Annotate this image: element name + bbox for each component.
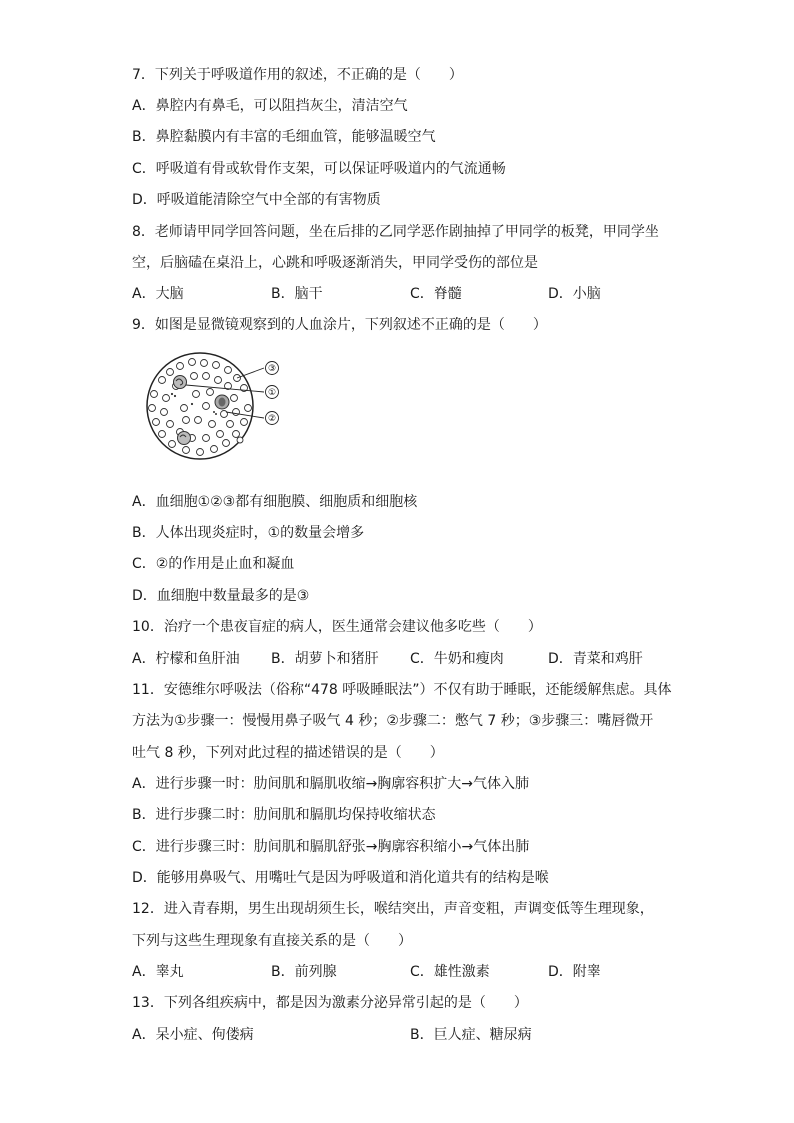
q7-stem: 7．下列关于呼吸道作用的叙述，不正确的是（ ） xyxy=(132,67,463,83)
q9-option-d: D．血细胞中数量最多的是③ xyxy=(132,588,310,604)
q10-option-c: C．牛奶和瘦肉 xyxy=(410,651,504,667)
q7-option-a: A．鼻腔内有鼻毛，可以阻挡灰尘，清洁空气 xyxy=(132,98,408,114)
q8-option-c: C．脊髓 xyxy=(410,286,462,302)
q13-stem: 13．下列各组疾病中，都是因为激素分泌异常引起的是（ ） xyxy=(132,995,528,1011)
q7-option-b: B．鼻腔黏膜内有丰富的毛细血管，能够温暖空气 xyxy=(132,129,436,145)
q8-stem-line2: 空，后脑磕在桌沿上，心跳和呼吸逐渐消失，甲同学受伤的部位是 xyxy=(132,255,538,271)
q9-option-c: C．②的作用是止血和凝血 xyxy=(132,556,295,572)
q8-stem-line1: 8．老师请甲同学回答问题，坐在后排的乙同学恶作剧抽掉了甲同学的板凳，甲同学坐 xyxy=(132,224,659,240)
q11-option-c: C．进行步骤三时：肋间肌和膈肌舒张→胸廓容积缩小→气体出肺 xyxy=(132,839,530,855)
q11-option-d: D．能够用鼻吸气、用嘴吐气是因为呼吸道和消化道共有的结构是喉 xyxy=(132,870,549,886)
q12-option-b: B．前列腺 xyxy=(271,964,337,980)
q10-option-a: A．柠檬和鱼肝油 xyxy=(132,651,240,667)
q13-option-b: B．巨人症、糖尿病 xyxy=(410,1027,532,1043)
q13-option-a: A．呆小症、佝偻病 xyxy=(132,1027,254,1043)
label-1: ① xyxy=(267,388,277,398)
label-3: ③ xyxy=(267,364,277,374)
q7-option-c: C．呼吸道有骨或软骨作支架，可以保证呼吸道内的气流通畅 xyxy=(132,161,506,177)
q11-option-a: A．进行步骤一时：肋间肌和膈肌收缩→胸廓容积扩大→气体入肺 xyxy=(132,776,530,792)
q12-stem-line1: 12．进入青春期，男生出现胡须生长，喉结突出，声音变粗，声调变低等生理现象， xyxy=(132,901,654,917)
q9-stem: 9．如图是显微镜观察到的人血涂片，下列叙述不正确的是（ ） xyxy=(132,317,547,333)
q10-stem: 10．治疗一个患夜盲症的病人，医生通常会建议他多吃些（ ） xyxy=(132,619,542,635)
q11-stem-line1: 11．安德维尔呼吸法（俗称“478 呼吸睡眠法”）不仅有助于睡眠，还能缓解焦虑。具体 xyxy=(132,682,672,698)
q12-option-a: A．睾丸 xyxy=(132,964,184,980)
q10-option-d: D．青菜和鸡肝 xyxy=(548,651,643,667)
q11-stem-line3: 吐气 8 秒，下列对此过程的描述错误的是（ ） xyxy=(132,745,444,761)
q12-stem-line2: 下列与这些生理现象有直接关系的是（ ） xyxy=(132,933,412,949)
q9-option-a: A．血细胞①②③都有细胞膜、细胞质和细胞核 xyxy=(132,494,418,510)
q10-option-b: B．胡萝卜和猪肝 xyxy=(271,651,379,667)
q9-option-b: B．人体出现炎症时，①的数量会增多 xyxy=(132,525,365,541)
q8-option-a: A．大脑 xyxy=(132,286,184,302)
q11-stem-line2: 方法为①步骤一：慢慢用鼻子吸气 4 秒；②步骤二：憋气 7 秒；③步骤三：嘴唇微开 xyxy=(132,713,654,729)
q7-option-d: D．呼吸道能清除空气中全部的有害物质 xyxy=(132,192,381,208)
q11-option-b: B．进行步骤二时：肋间肌和膈肌均保持收缩状态 xyxy=(132,807,436,823)
q12-option-d: D．附睾 xyxy=(548,964,601,980)
label-2: ② xyxy=(267,414,277,424)
q8-option-d: D．小脑 xyxy=(548,286,601,302)
q8-option-b: B．脑干 xyxy=(271,286,323,302)
q12-option-c: C．雄性激素 xyxy=(410,964,490,980)
blood-smear-diagram xyxy=(140,350,290,460)
